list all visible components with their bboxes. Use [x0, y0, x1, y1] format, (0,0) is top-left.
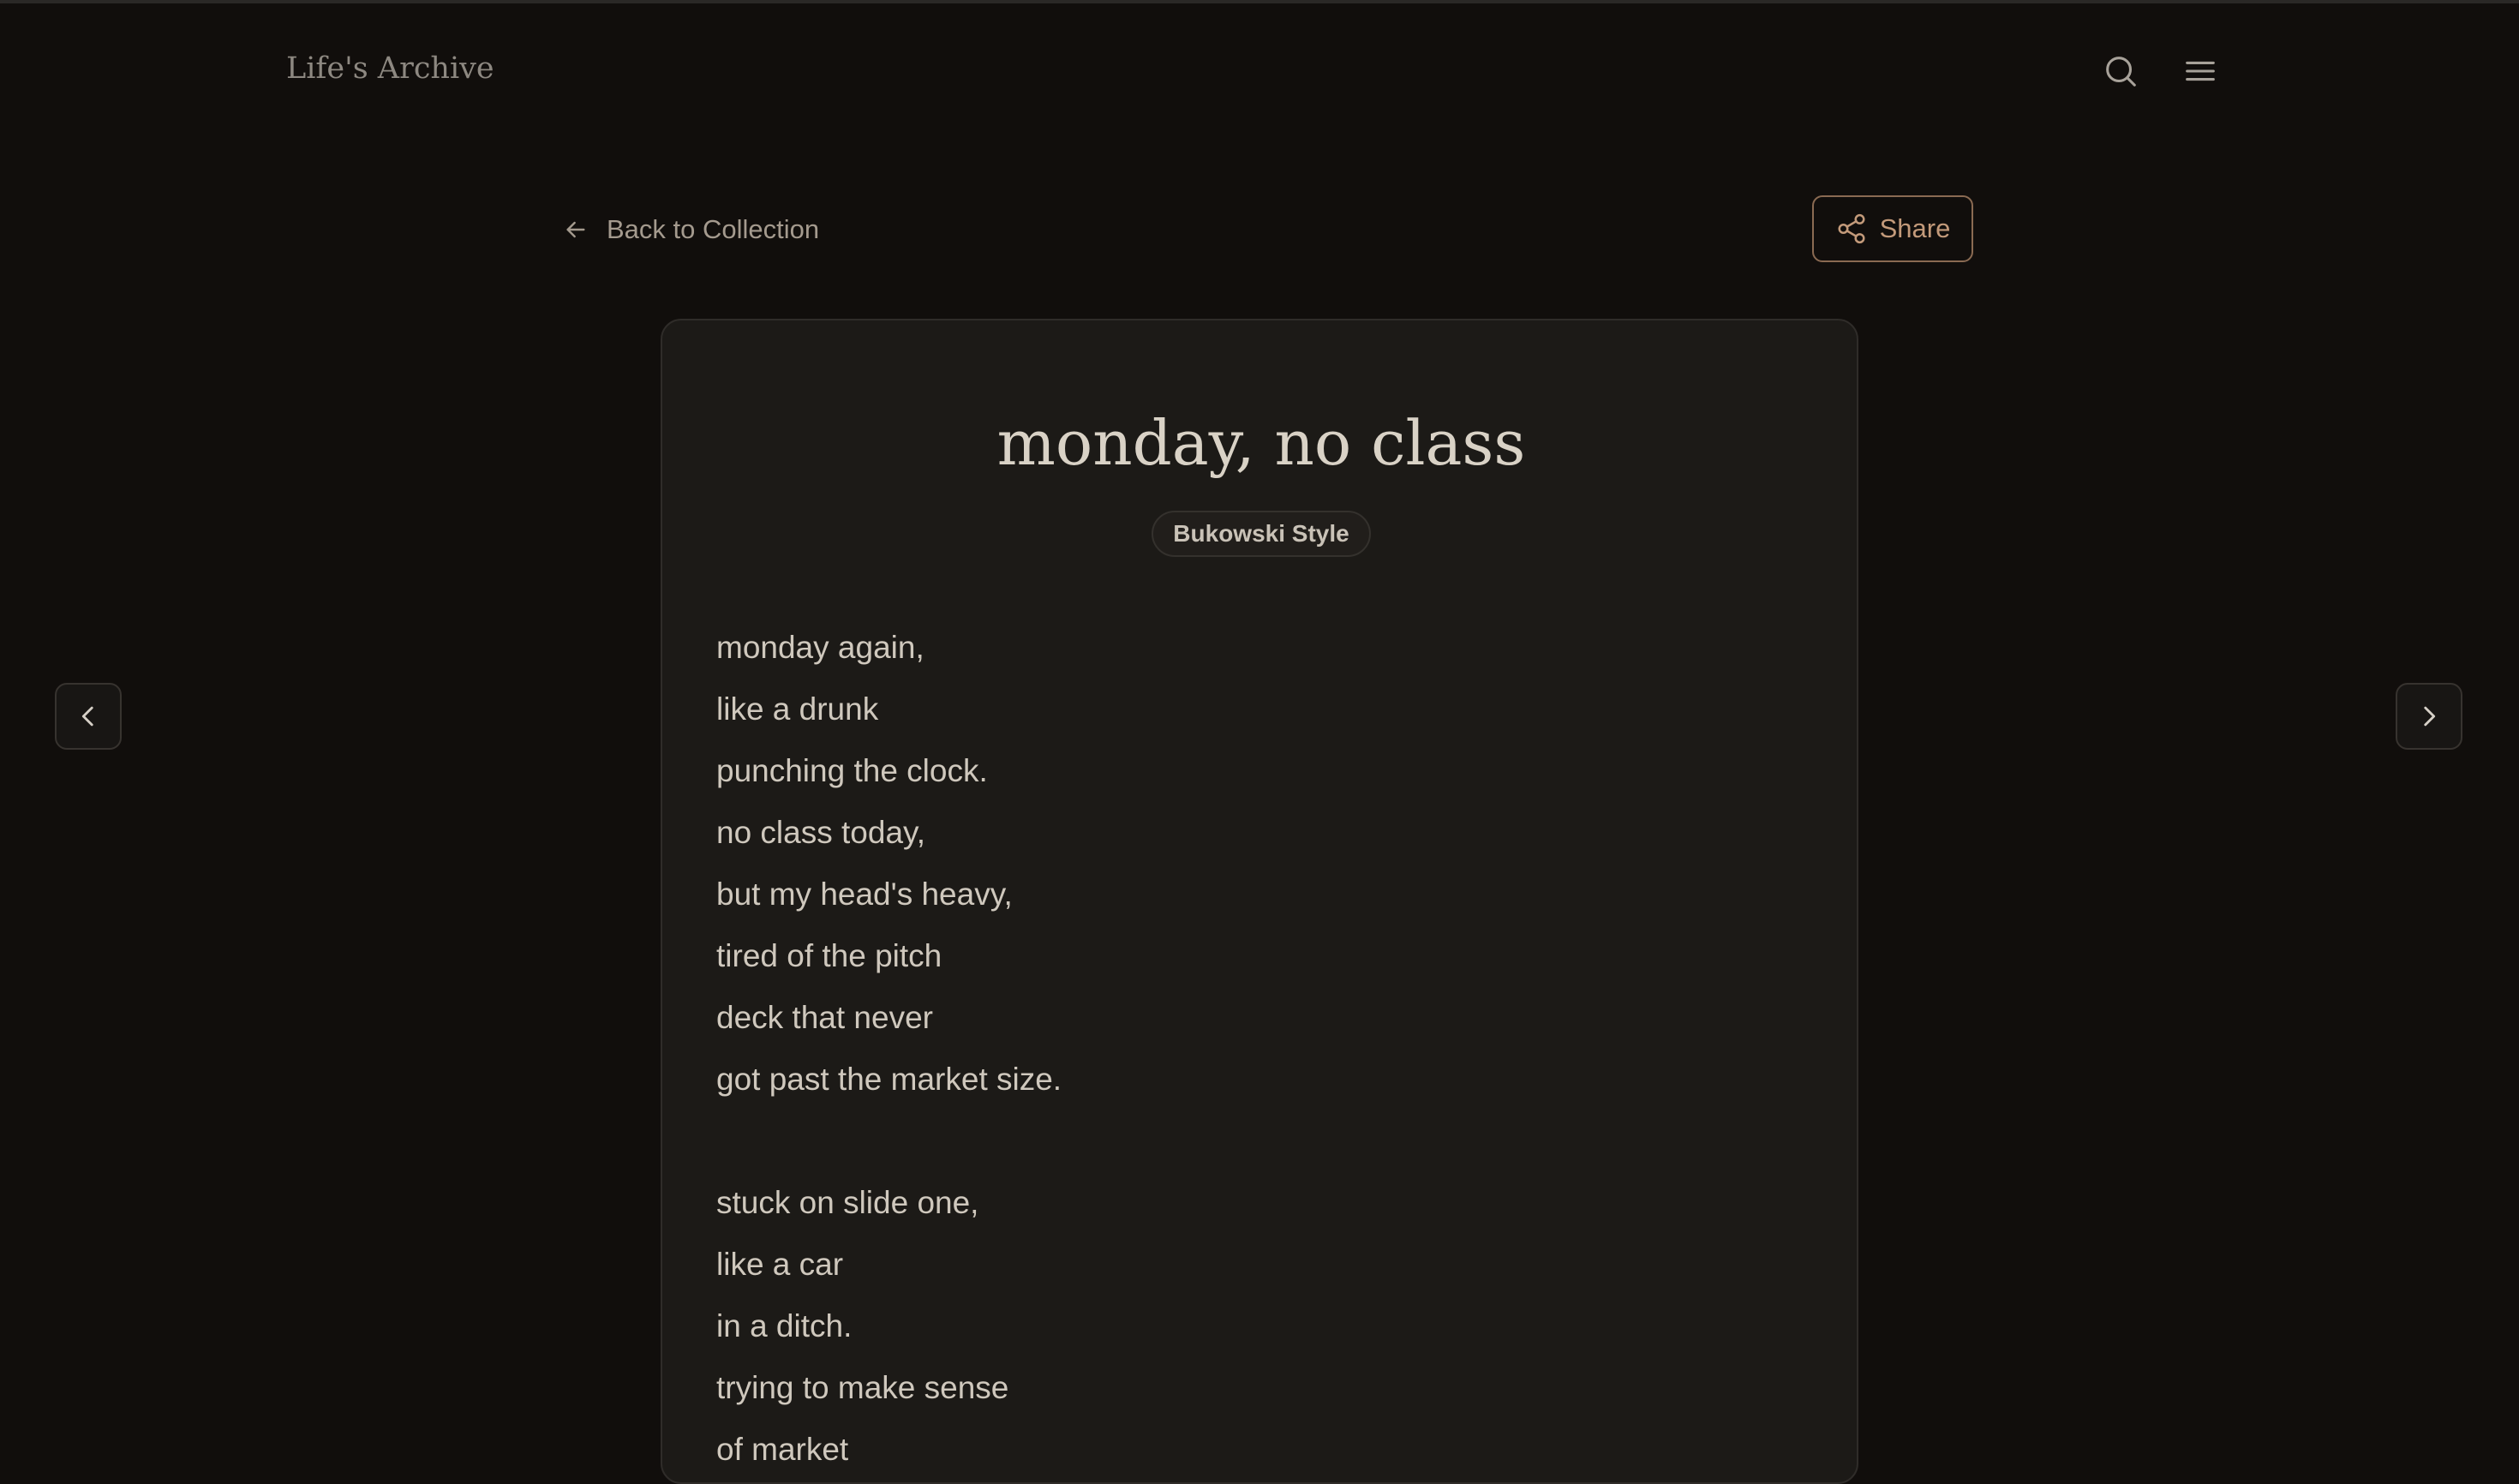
hamburger-menu-icon[interactable]	[2181, 51, 2220, 91]
poem-line: got past the market size.	[716, 1062, 1062, 1097]
share-button-label: Share	[1879, 213, 1951, 243]
poem-card	[661, 319, 1858, 1484]
next-poem-button[interactable]	[2396, 683, 2462, 750]
poem-line: like a car	[716, 1247, 844, 1282]
back-to-collection-link[interactable]	[562, 210, 819, 249]
poem-line: punching the clock.	[716, 753, 988, 788]
site-logo[interactable]: Life's Archive	[286, 51, 494, 86]
poem-body	[716, 617, 1796, 1481]
top-divider	[0, 0, 2519, 3]
style-badge: Bukowski Style	[1152, 511, 1371, 557]
poem-stanza-break	[716, 1110, 1796, 1172]
poem-line: monday again,	[716, 630, 924, 665]
poem-line: tired of the pitch	[716, 938, 942, 973]
poem-line: trying to make sense	[716, 1370, 1009, 1405]
poem-line: of market	[716, 1432, 849, 1467]
search-icon[interactable]	[2101, 51, 2140, 91]
previous-poem-button[interactable]	[55, 683, 122, 750]
poem-line: stuck on slide one,	[716, 1185, 979, 1220]
poem-line: deck that never	[716, 1000, 933, 1035]
poem-line: no class today,	[716, 815, 926, 850]
arrow-left-icon	[562, 216, 589, 243]
back-link-label: Back to Collection	[607, 214, 820, 244]
share-icon	[1835, 212, 1868, 245]
chevron-left-icon	[74, 702, 103, 731]
chevron-right-icon	[2414, 702, 2444, 731]
poem-line: like a drunk	[716, 691, 879, 727]
poem-line: in a ditch.	[716, 1308, 853, 1343]
share-button[interactable]	[1812, 195, 1973, 262]
poem-title: monday, no class	[996, 407, 1526, 479]
poem-line: but my head's heavy,	[716, 877, 1013, 912]
